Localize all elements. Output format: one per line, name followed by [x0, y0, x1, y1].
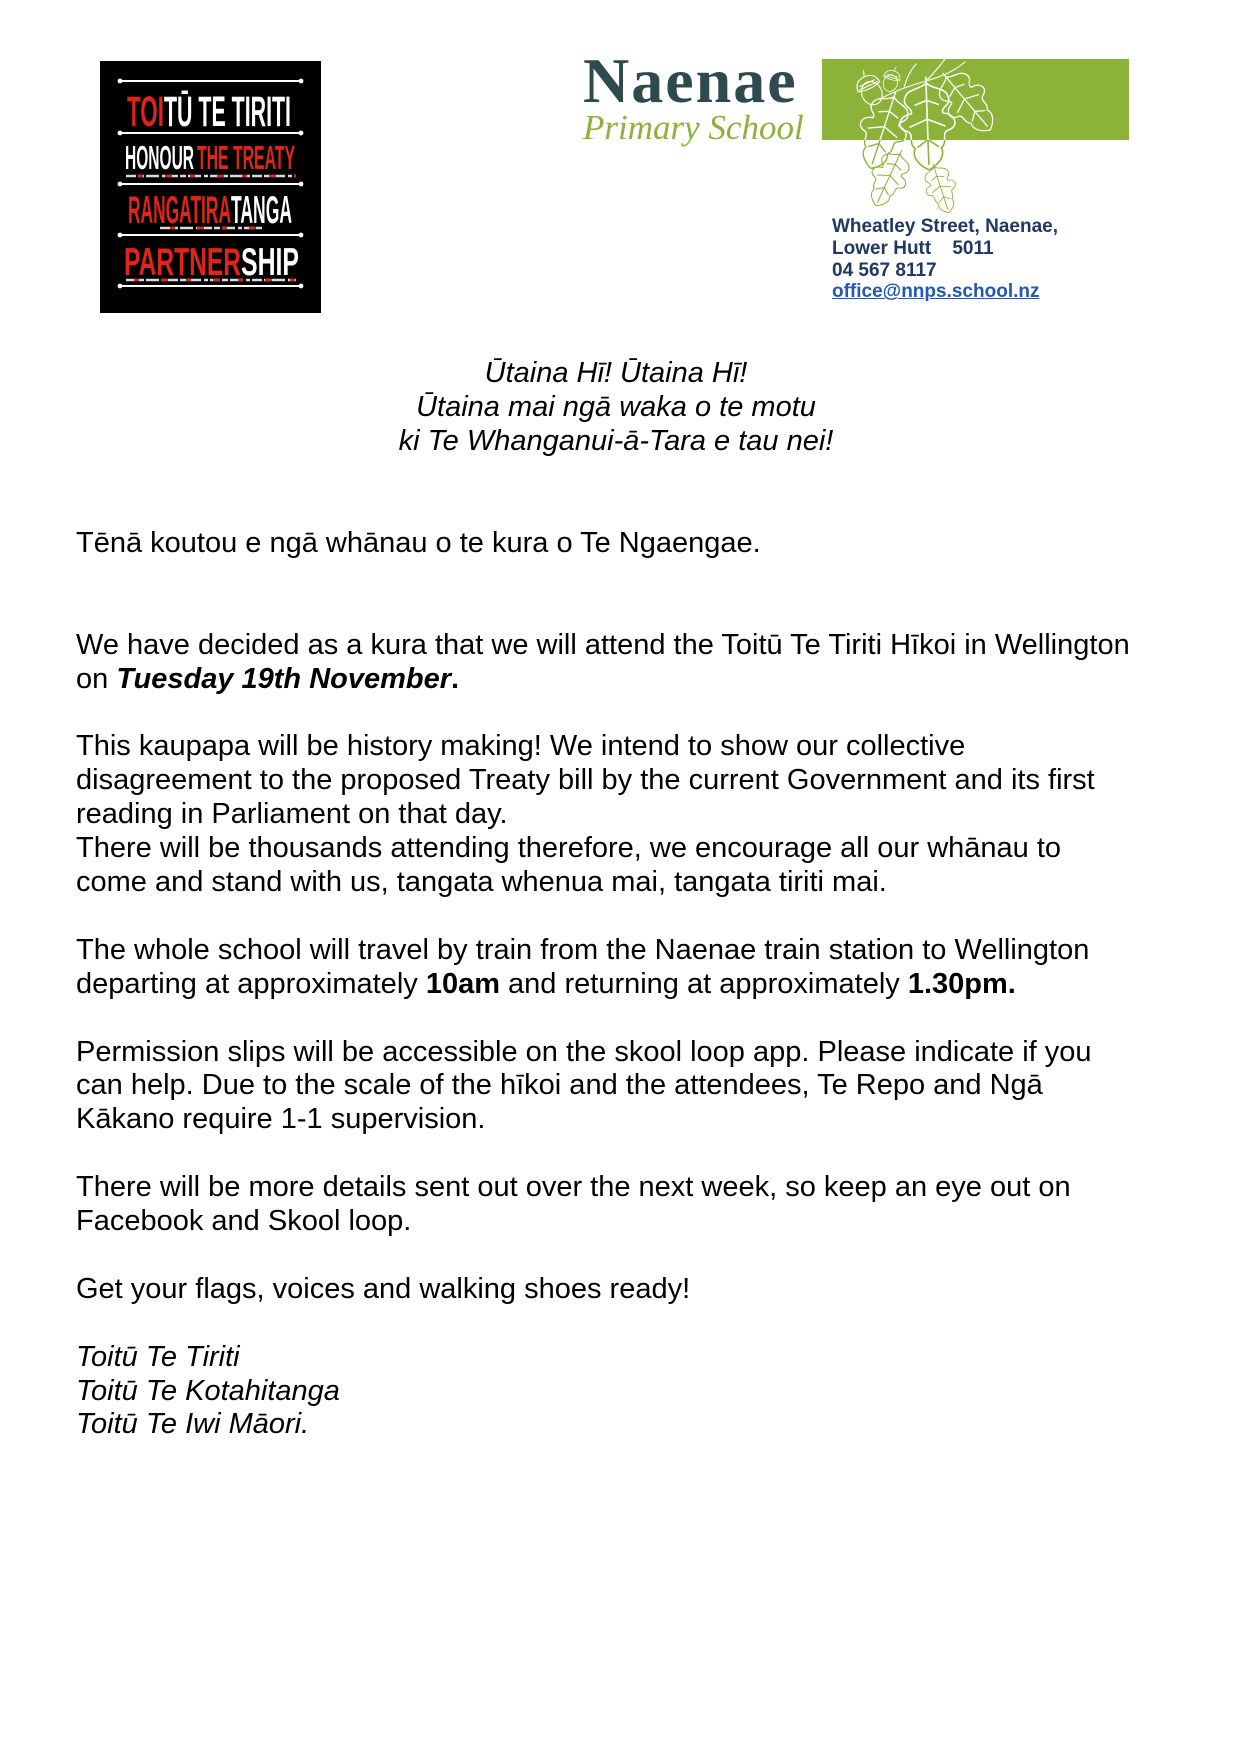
details-line-1: There will be more details sent out over the next week, so keep an eye out on: [76, 1171, 1071, 1204]
paragraph-ready: [76, 1273, 1130, 1307]
address-email-line: [832, 281, 1058, 303]
travel-line-2: [76, 968, 1130, 1002]
kaupapa-line-2: disagreement to the proposed Treaty bill by the current Government and its first: [76, 764, 1095, 797]
logo-line4-white: SHIP: [241, 241, 299, 284]
travel-depart-text: departing at approximately: [76, 967, 426, 1000]
letter-body: [76, 527, 1130, 1442]
address-city: Lower Hutt 5011: [832, 237, 994, 259]
kaupapa-line-5: come and stand with us, tangata whenua mai, tangata tiriti mai.: [76, 866, 887, 899]
logo-line4-red: PARTNER: [124, 241, 241, 284]
hikoi-date-suffix: .: [451, 662, 460, 695]
logo-line3-red: RANGATIRA: [128, 189, 231, 232]
closing-line-2: Toitū Te Kotahitanga: [76, 1374, 340, 1407]
depart-time: 10am: [425, 967, 500, 1000]
logo-line3-white: TANGA: [231, 189, 292, 232]
greeting: Tēnā koutou e ngā whānau o te kura o Te Ngaengae.: [76, 527, 761, 559]
logo-line2-red: THE TREATY: [197, 139, 295, 176]
paragraph-attend: [76, 629, 1130, 697]
hikoi-date: Tuesday 19th November: [116, 662, 452, 695]
address-street: Wheatley Street, Naenae,: [832, 216, 1058, 237]
permission-line-2: can help. Due to the scale of the hīkoi and the attendees, Te Repo and Ngā: [76, 1069, 1043, 1102]
logo-line1-red: TOI: [127, 88, 164, 136]
opening-chant: [76, 357, 1156, 459]
chant-line-3: ki Te Whanganui-ā-Tara e tau nei!: [398, 424, 834, 457]
attend-prefix: on: [76, 662, 117, 695]
attend-line-2: [76, 663, 1130, 697]
paragraph-permission: [76, 1036, 1130, 1138]
closing-line-1: Toitū Te Tiriti: [76, 1340, 240, 1373]
paragraph-travel: [76, 934, 1130, 1002]
paragraph-kaupapa: [76, 730, 1130, 900]
closing-line-3: Toitū Te Iwi Māori.: [76, 1408, 310, 1441]
school-subtitle: Primary School: [583, 108, 804, 147]
logo-line1-white: TŪ TE TIRITI: [164, 88, 291, 136]
travel-line-1: The whole school will travel by train from the Naenae train station to Wellington: [76, 933, 1090, 966]
logo-line2-white: HONOUR: [125, 139, 195, 176]
toitu-te-tiriti-logo: [100, 61, 321, 313]
permission-line-1: Permission slips will be accessible on the skool loop app. Please indicate if you: [76, 1035, 1092, 1068]
address-phone: 04 567 8117: [832, 259, 937, 281]
school-banner: [822, 59, 1129, 219]
permission-line-3: Kākano require 1-1 supervision.: [76, 1103, 486, 1136]
ready-line: Get your flags, voices and walking shoes ready!: [76, 1272, 691, 1305]
return-time: 1.30pm.: [907, 967, 1016, 1000]
travel-return-text: and returning at approximately: [499, 967, 908, 1000]
kaupapa-line-3: reading in Parliament on that day.: [76, 798, 508, 831]
school-address: [832, 216, 1058, 303]
kaupapa-line-1: This kaupapa will be history making! We intend to show our collective: [76, 730, 966, 763]
details-line-2: Facebook and Skool loop.: [76, 1205, 412, 1238]
paragraph-details: [76, 1171, 1130, 1239]
chant-line-2: Ūtaina mai ngā waka o te motu: [416, 390, 816, 423]
attend-line-1: We have decided as a kura that we will attend the Toitū Te Tiriti Hīkoi in Wellington: [76, 628, 1130, 661]
email-link[interactable]: office@nnps.school.nz: [832, 281, 1040, 303]
school-name: Naenae: [583, 45, 798, 116]
closing-lines: [76, 1341, 1130, 1443]
chant-line-1: Ūtaina Hī! Ūtaina Hī!: [484, 357, 748, 389]
kaupapa-line-4: There will be thousands attending therefore, we encourage all our whānau to: [76, 832, 1062, 865]
